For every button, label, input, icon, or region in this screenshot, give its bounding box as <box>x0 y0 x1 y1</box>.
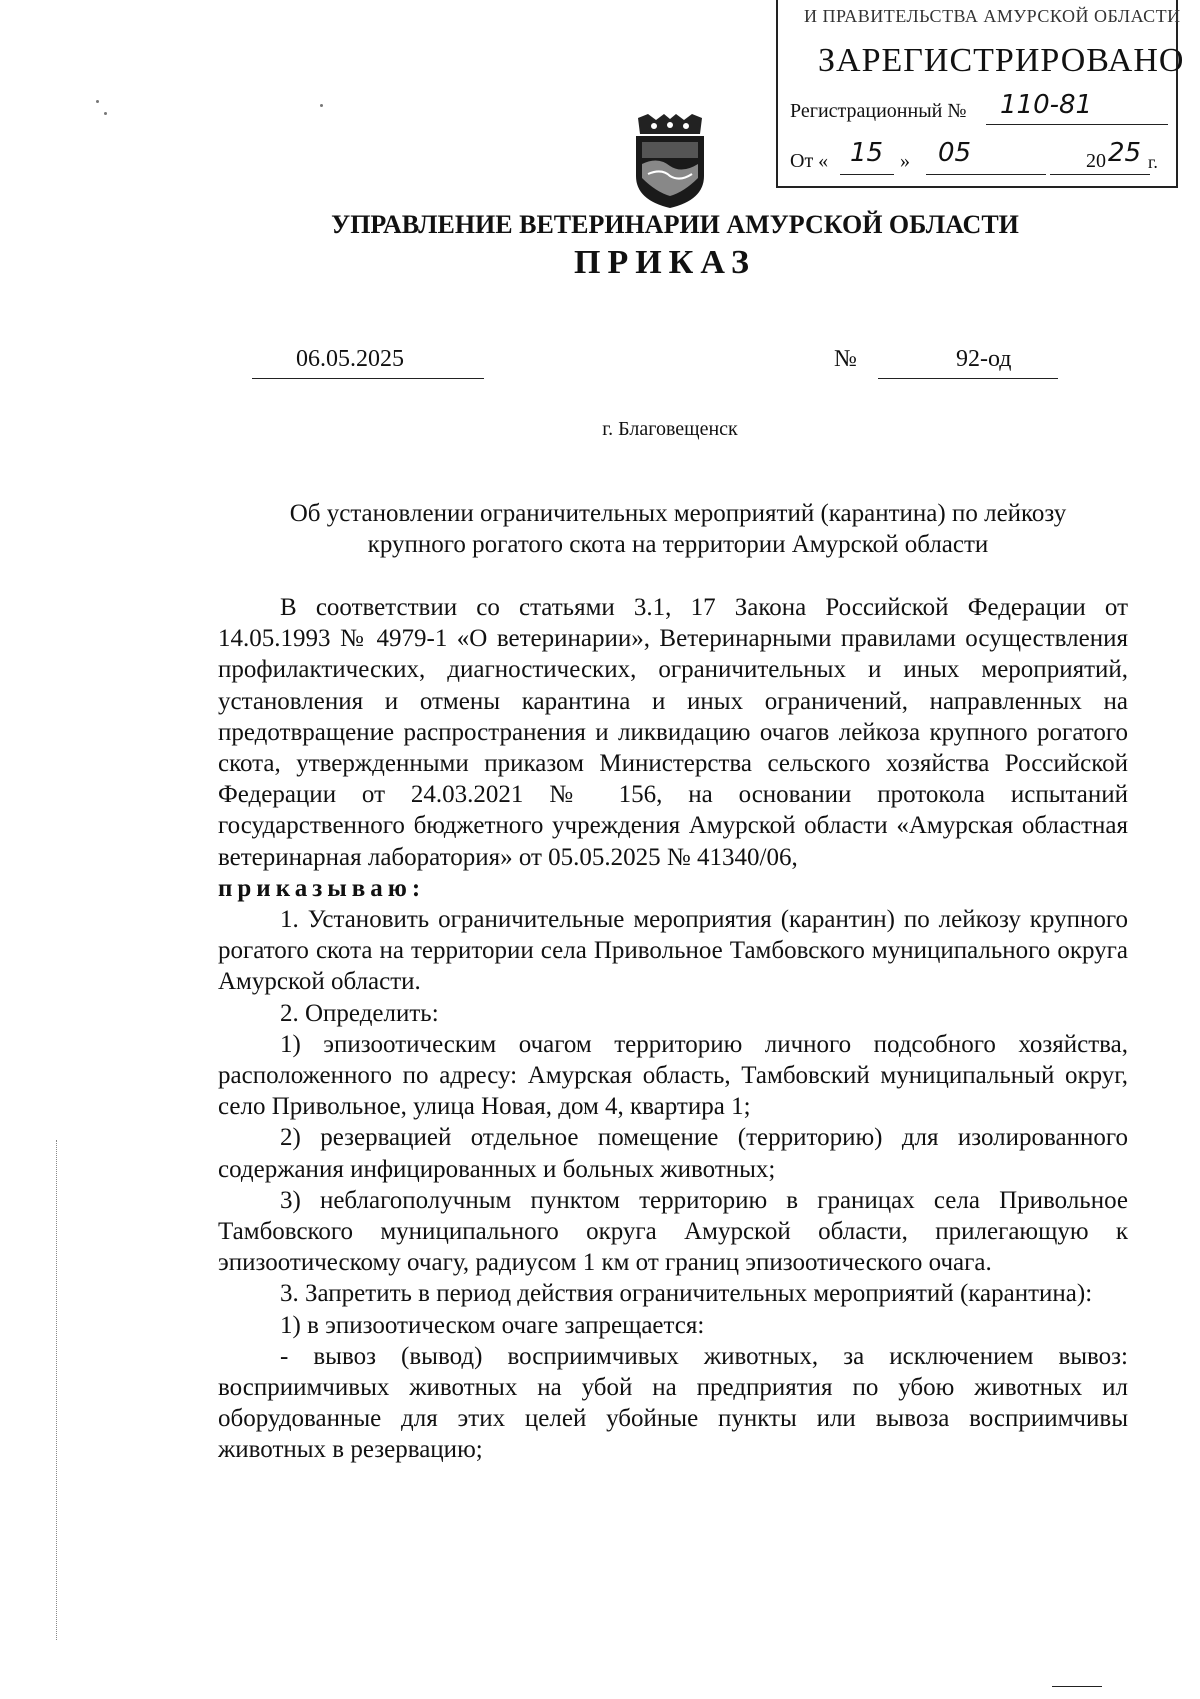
page-continuation-dash <box>1052 1686 1102 1687</box>
stamp-year-underline <box>1050 174 1150 175</box>
orders-word: приказываю: <box>218 874 426 902</box>
scan-speck <box>320 104 323 107</box>
preamble: В соответствии со статьями 3.1, 17 Закона Российской Федерации от 14.05.1993 № 4979-1 «О ветеринарии», Ветеринарными правилами осуществления профилактических, диагностических, ограничительных и иных мероприятий, установления и отмены карантина и иных ограничений, направленных на предотвращение распространения и ликвидацию очагов лейкоза крупного рогатого скота, утвержденными приказом Министерства сельского хозяйства Российской Федерации от 24.03.2021 № 156, на основании протокола испытаний государственного бюджетного учреждения Амурской области «Амурская областная ветеринарная лаборатория» от 05.05.2025 № 41340/06, <box>218 594 1128 871</box>
scan-speck <box>104 112 107 115</box>
document-type: ПРИКАЗ <box>574 244 756 281</box>
order-date: 06.05.2025 <box>296 346 404 372</box>
item-2-1: 1) эпизоотическим очагом территорию личного подсобного хозяйства, расположенного по адресу: Амурская область, Тамбовский муниципальный округ, село Привольное, улица Новая, дом 4, квартира 1; <box>218 1030 1128 1121</box>
stamp-year-prefix: 20 <box>1086 150 1106 172</box>
stamp-year-suffix: г. <box>1148 152 1158 172</box>
stamp-title: ЗАРЕГИСТРИРОВАНО <box>818 42 1185 79</box>
item-1: 1. Установить ограничительные мероприятия (карантин) по лейкозу крупного рогатого скота на территории села Привольное Тамбовского муниципального округа Амурской области. <box>218 906 1128 996</box>
stamp-month-underline <box>926 174 1046 175</box>
scan-speck <box>96 100 99 103</box>
stamp-day: 15 <box>850 138 884 168</box>
order-subject: Об установлении ограничительных мероприятий (карантина) по лейкозу крупного рогатого скота на территории Амурской области <box>289 500 1067 558</box>
item-2: 2. Определить: <box>280 999 439 1027</box>
stamp-reg-number: 110-81 <box>1000 90 1093 120</box>
date-underline <box>252 378 484 379</box>
registration-stamp <box>776 0 1185 188</box>
organization-title: УПРАВЛЕНИЕ ВЕТЕРИНАРИИ АМУРСКОЙ ОБЛАСТИ <box>331 210 1019 239</box>
scan-margin-mark <box>56 1140 57 1640</box>
number-sign: № <box>834 346 857 372</box>
city: г. Благовещенск <box>602 418 738 440</box>
stamp-reg-label: Регистрационный № <box>790 100 967 122</box>
stamp-day-underline <box>840 174 894 175</box>
stamp-reg-underline <box>986 124 1168 125</box>
order-body <box>218 592 1128 1466</box>
stamp-month: 05 <box>938 138 972 168</box>
stamp-from-prefix: От « <box>790 150 829 172</box>
stamp-organization: И ПРАВИТЕЛЬСТВА АМУРСКОЙ ОБЛАСТИ <box>804 6 1181 26</box>
item-3-1: 1) в эпизоотическом очаге запрещается: <box>280 1311 705 1339</box>
stamp-day-close: » <box>900 150 910 172</box>
number-underline <box>878 378 1058 379</box>
item-2-3: 3) неблагополучным пунктом территорию в границах села Привольное Тамбовского муниципального округа Амурской области, прилегающую к эпизоотическому очагу, радиусом 1 км от границ эпизоотического очага. <box>218 1186 1128 1277</box>
stamp-year: 25 <box>1108 138 1142 168</box>
order-number: 92-од <box>956 346 1012 372</box>
coat-of-arms-icon <box>628 112 712 210</box>
item-2-2: 2) резервацией отдельное помещение (территорию) для изолированного содержания инфицированных и больных животных; <box>218 1124 1128 1183</box>
item-3-1-a: - вывоз (вывод) восприимчивых животных, за исключением вывоз: восприимчивых животных на убой на предприятия по убою животных ил оборудованные для этих целей убойные пункты или вывоза восприимчивы животных в резервацию; <box>218 1342 1128 1464</box>
item-3: 3. Запретить в период действия ограничительных мероприятий (карантина): <box>280 1280 1093 1308</box>
